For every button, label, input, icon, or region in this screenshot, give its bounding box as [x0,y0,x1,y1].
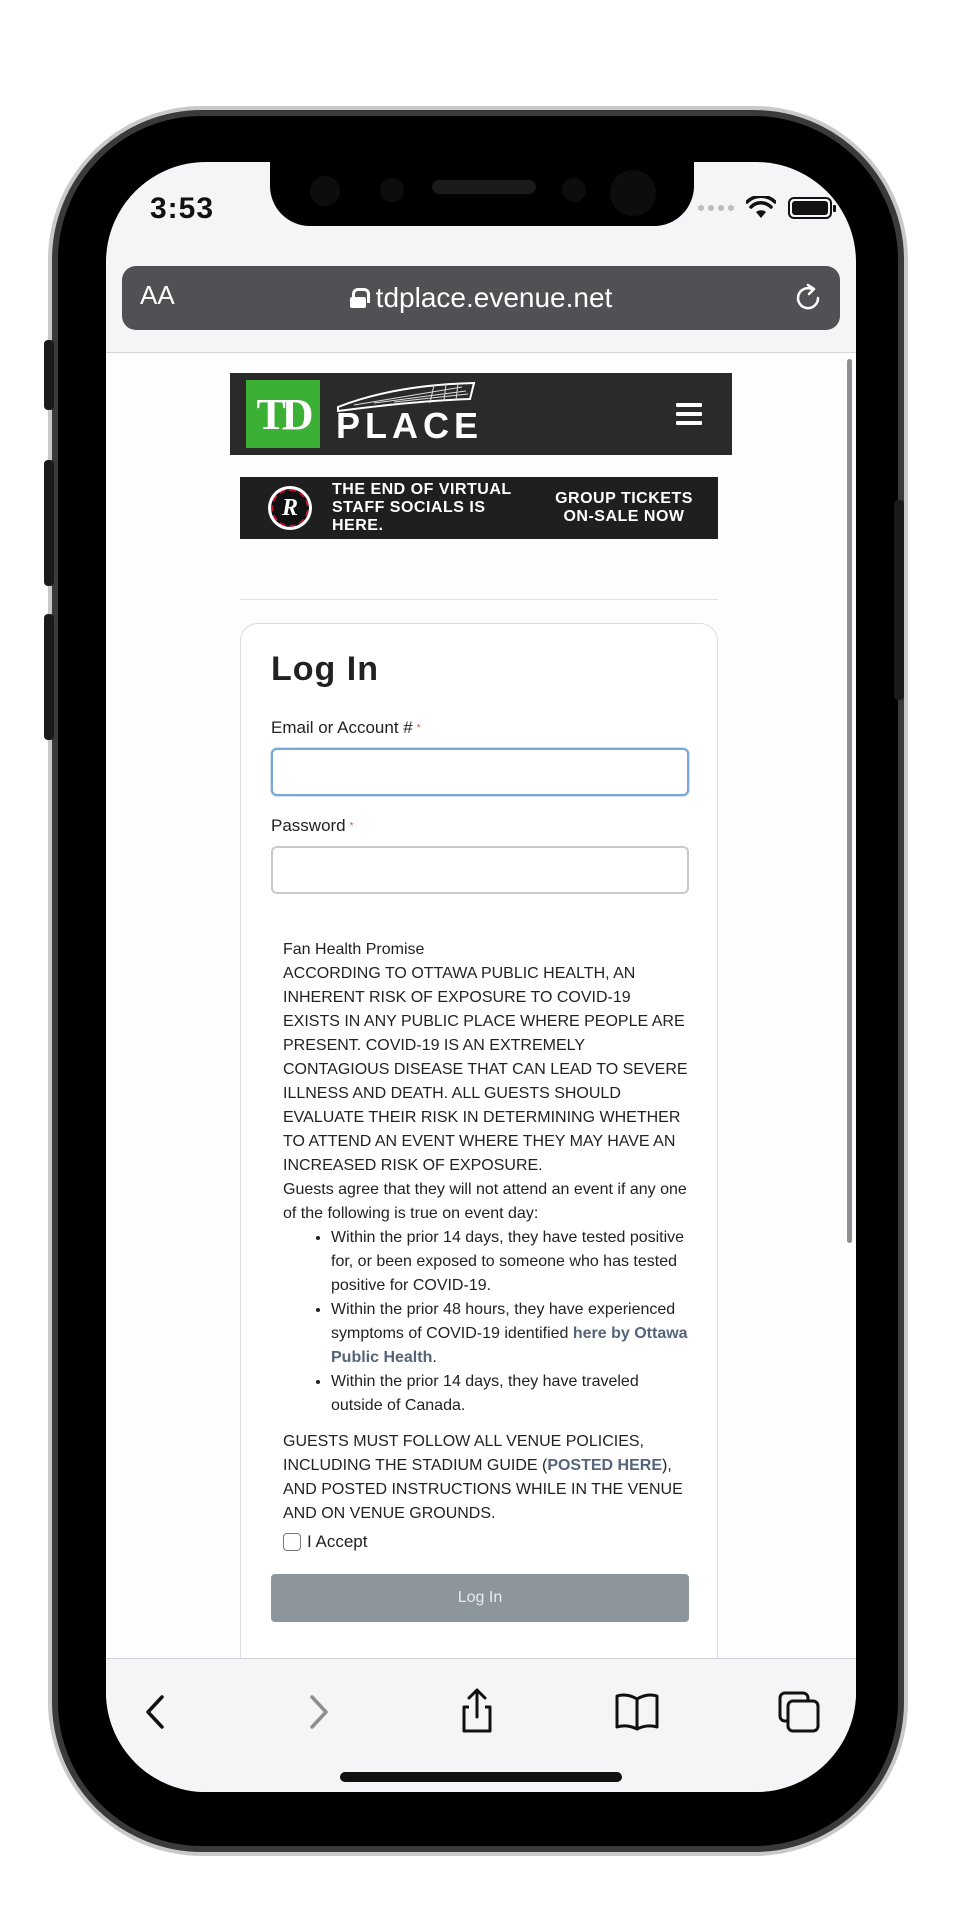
list-item: • Within the prior 14 days, they have tested positive for, or been exposed to someone who has tested positive for COVID-19. [331,1226,691,1298]
mute-switch [44,340,54,410]
cellular-signal-icon [698,205,734,211]
fan-health-promise [283,938,691,1526]
policy-text-2: ), AND POSTED INSTRUCTIONS WHILE IN THE VENUE AND ON VENUE GROUNDS. [283,1457,683,1522]
promise-intro: ACCORDING TO OTTAWA PUBLIC HEALTH, AN INHERENT RISK OF EXPOSURE TO COVID-19 EXISTS IN ANY PUBLIC PLACE WHERE PEOPLE ARE PRESENT. COVID-19 IS AN EXTREMELY CONTAGIOUS DISEASE THAT CAN LEAD TO SEVERE ILLNESS AND DEATH. ALL GUESTS SHOULD EVALUATE THEIR RISK IN DETERMINING WHETHER TO ATTEND AN EVENT WHERE THEY MAY HAVE AN INCREASED RISK OF EXPOSURE. [283,965,688,1174]
promise-agree: Guests agree that they will not attend an event if any one of the following is true on event day: [283,1181,687,1222]
reload-icon[interactable] [792,282,824,314]
promo-left-line-2: STAFF SOCIALS IS HERE. [332,499,486,534]
volume-down-button [44,614,54,740]
required-mark: * [349,821,354,832]
power-button [894,500,904,700]
policy-text-1: GUESTS MUST FOLLOW ALL VENUE POLICIES, INCLUDING THE STADIUM GUIDE ( [283,1433,644,1474]
promo-banner[interactable] [240,477,718,539]
promo-left-line-1: THE END OF VIRTUAL [332,481,512,498]
place-logo[interactable] [334,379,484,449]
email-label-text: Email or Account # [271,718,413,737]
password-input[interactable] [271,846,689,894]
email-label [271,718,421,738]
password-label [271,816,354,836]
place-text: PLACE [336,405,484,446]
email-input[interactable] [271,748,689,796]
stadium-guide-link[interactable]: POSTED HERE [547,1457,662,1474]
page-title: Log In [271,650,379,688]
tabs-icon[interactable] [774,1687,824,1737]
chevron-right-icon[interactable] [292,1687,342,1737]
accept-label: I Accept [307,1532,368,1551]
status-time: 3:53 [150,192,215,225]
url-text[interactable]: tdplace.evenue.net [375,282,613,313]
volume-up-button [44,460,54,586]
promise-title: Fan Health Promise [283,941,425,958]
divider [240,599,718,600]
password-label-text: Password [271,816,346,835]
td-logo[interactable]: TD [246,380,320,448]
ottawa-health-link[interactable]: here by Ottawa Public Health [331,1325,688,1366]
accept-checkbox-row[interactable] [283,1532,367,1552]
login-card [240,623,718,1658]
accept-checkbox[interactable] [283,1533,301,1551]
list-item: • Within the prior 14 days, they have traveled outside of Canada. [331,1370,691,1418]
promo-right-line-2: ON-SALE NOW [563,508,685,525]
required-mark: * [416,723,421,734]
scrollbar[interactable] [847,359,852,1243]
promo-right-line-1: GROUP TICKETS [555,490,693,507]
notch [270,162,694,226]
home-indicator[interactable] [340,1772,622,1782]
promise-list [331,1226,691,1418]
chevron-left-icon[interactable] [132,1687,182,1737]
bullet-2-text: Within the prior 48 hours, they have experienced symptoms of COVID-19 identified [331,1301,676,1342]
screen [106,162,856,1792]
share-icon[interactable] [452,1687,502,1737]
list-item [331,1298,691,1370]
bullet-2-end: . [432,1349,437,1366]
book-icon[interactable] [612,1687,662,1737]
text-size-button[interactable] [140,280,175,311]
login-button[interactable]: Log In [271,1574,689,1622]
wifi-icon [746,196,776,220]
redblacks-logo-letter: R [271,489,309,527]
lock-icon [350,288,366,308]
web-content[interactable] [106,352,856,1658]
menu-icon[interactable] [676,403,702,425]
status-icons [698,196,832,220]
text-size-label: AA [140,280,175,310]
site-header [230,373,732,455]
battery-icon [788,197,832,219]
promo-right-text [554,490,694,526]
address-bar[interactable] [122,266,840,330]
redblacks-logo [268,486,312,530]
promo-left-text [332,481,532,535]
policy-text [283,1430,691,1526]
